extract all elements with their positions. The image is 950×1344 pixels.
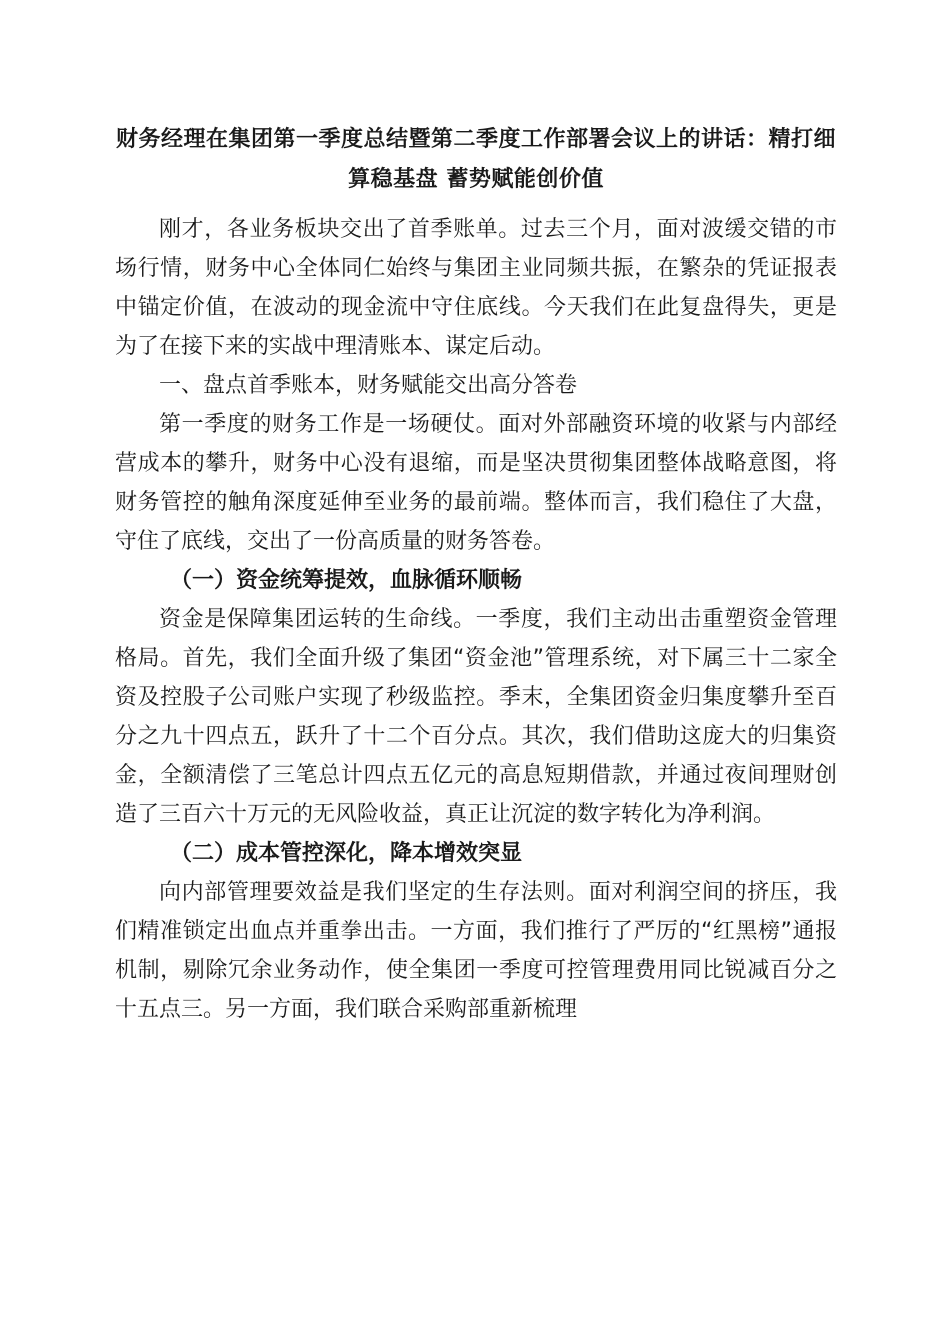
- subsection-2-paragraph: 向内部管理要效益是我们坚定的生存法则。面对利润空间的挤压，我们精准锁定出血点并重拳出击。一方面，我们推行了严厉的“红黑榜”通报机制，剔除冗余业务动作，使全集团一季度可控管理费用同比锐减百分之十五点三。另一方面，我们联合采购部重新梳理: [115, 880, 837, 1022]
- section-1-paragraph: 第一季度的财务工作是一场硬仗。面对外部融资环境的收紧与内部经营成本的攀升，财务中心没有退缩，而是坚决贯彻集团整体战略意图，将财务管控的触角深度延伸至业务的最前端。整体而言，我们稳住了大盘，守住了底线，交出了一份高质量的财务答卷。: [115, 412, 837, 554]
- section-heading-1: 一、盘点首季账本，财务赋能交出高分答卷: [159, 373, 578, 398]
- document-body: [115, 120, 837, 1029]
- subsection-heading-2: （二）成本管控深化，降本增效突显: [170, 841, 523, 866]
- subsection-heading-1: （一）资金统筹提效，血脉循环顺畅: [170, 568, 523, 593]
- subsection-1-paragraph: 资金是保障集团运转的生命线。一季度，我们主动出击重塑资金管理格局。首先，我们全面升级了集团“资金池”管理系统，对下属三十二家全资及控股子公司账户实现了秒级监控。季末，全集团资金归集度攀升至百分之九十四点五，跃升了十二个百分点。其次，我们借助这庞大的归集资金，全额清偿了三笔总计四点五亿元的高息短期借款，并通过夜间理财创造了三百六十万元的无风险收益，真正让沉淀的数字转化为净利润。: [115, 607, 837, 827]
- document-title: 财务经理在集团第一季度总结暨第二季度工作部署会议上的讲话：精打细算稳基盘 蓄势赋能创价值: [115, 127, 836, 192]
- intro-paragraph: 刚才，各业务板块交出了首季账单。过去三个月，面对波缓交错的市场行情，财务中心全体同仁始终与集团主业同频共振，在繁杂的凭证报表中锚定价值，在波动的现金流中守住底线。今天我们在此复盘得失，更是为了在接下来的实战中理清账本、谋定后动。: [115, 217, 837, 359]
